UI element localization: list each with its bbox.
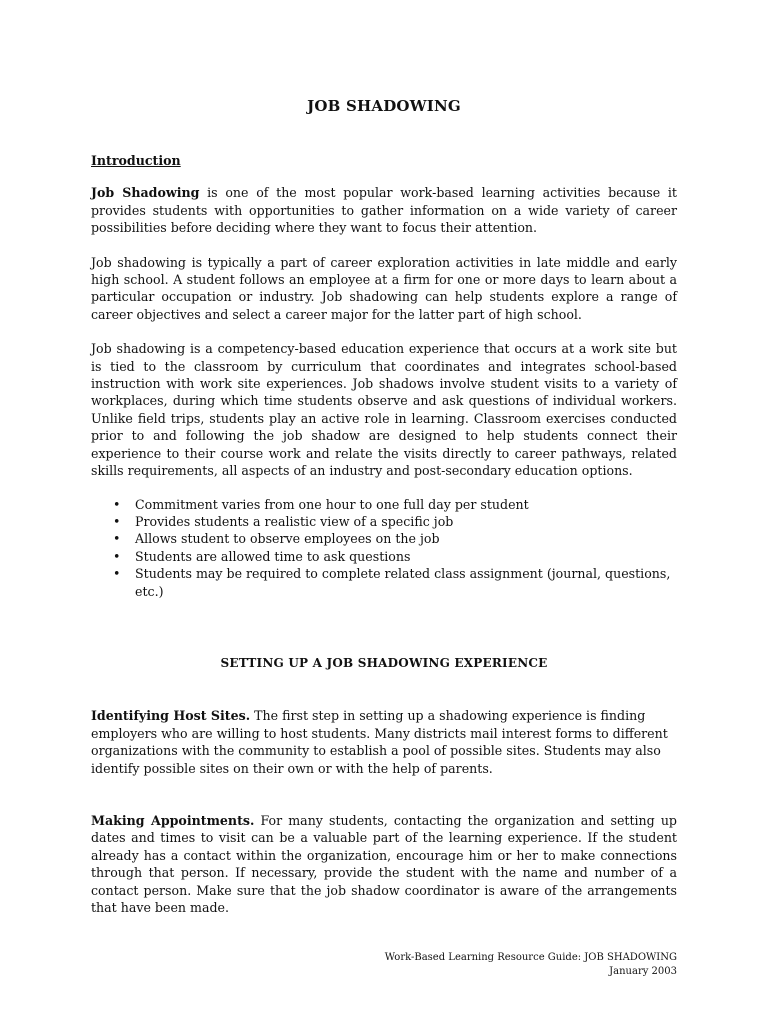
bullet-icon: • — [113, 496, 121, 512]
job-shadowing-lead: Job Shadowing — [91, 185, 200, 201]
appointments-lead: Making Appointments. — [91, 812, 255, 828]
list-item-text: Students are allowed time to ask questions — [135, 548, 411, 564]
intro-paragraph-2: Job shadowing is typically a part of career exploration activities in late middle and early high school. A student follows an employee at a firm for one or more days to learn about a particular occupation or industry. Job shadowing can help students explore a range of career objectives and select a career major for the latter part of high school. — [91, 254, 677, 322]
list-item-text: Students may be required to complete related class assignment (journal, questions, etc.) — [135, 566, 671, 599]
bullet-icon: • — [113, 531, 121, 547]
intro-paragraph-1-text: is one of the most popular work-based learning activities because it provides students with opportunities to gather information on a wide variety of career possibilities before deciding where they want to focus their attention. — [91, 185, 677, 236]
list-item-text: Provides students a realistic view of a specific job — [135, 513, 454, 529]
appointments-paragraph — [91, 812, 677, 916]
footer-guide-title: Work-Based Learning Resource Guide: JOB SHADOWING — [384, 952, 677, 963]
section-heading: SETTING UP A JOB SHADOWING EXPERIENCE — [220, 655, 548, 670]
host-sites-paragraph — [91, 707, 677, 777]
footer-date: January 2003 — [609, 966, 677, 977]
page-footer — [385, 951, 677, 979]
bullet-icon: • — [113, 513, 121, 529]
intro-paragraph-1 — [91, 184, 677, 236]
introduction-heading: Introduction — [91, 153, 181, 168]
list-item — [91, 496, 677, 513]
list-item — [91, 548, 677, 565]
appointments-text: For many students, contacting the organization and setting up dates and times to visit can be a valuable part of the learning experience. If the student already has a contact within the organization, encourage him or her to make connections through that person. If necessary, provide the student with the name and number of a contact person. Make sure that the job shadow coordinator is aware of the arrangements that have been made. — [91, 812, 677, 915]
host-sites-text: The first step in setting up a shadowing experience is finding employers who are willing to host students. Many districts mail interest forms to different organizations with the community to establish a pool of possible sites. Students may also identify possible sites on their own or with the help of parents. — [91, 708, 668, 776]
page-title: JOB SHADOWING — [307, 97, 461, 115]
list-item — [91, 530, 677, 547]
list-item — [91, 565, 677, 600]
list-item — [91, 513, 677, 530]
bullet-icon: • — [113, 566, 121, 582]
intro-paragraph-3: Job shadowing is a competency-based education experience that occurs at a work site but is tied to the classroom by curriculum that coordinates and integrates school-based instruction with work site experiences. Job shadows involve student visits to a variety of workplaces, during which time students observe and ask questions of individual workers. Unlike field trips, students play an active role in learning. Classroom exercises conducted prior to and following the job shadow are designed to help students connect their experience to their course work and relate the visits directly to career pathways, related skills requirements, all aspects of an industry and post-secondary education options. — [91, 341, 677, 479]
list-item-text: Commitment varies from one hour to one full day per student — [135, 496, 529, 512]
benefits-list — [91, 496, 677, 600]
document-body — [91, 96, 677, 933]
bullet-icon: • — [113, 548, 121, 564]
list-item-text: Allows student to observe employees on the job — [135, 531, 440, 547]
host-sites-lead: Identifying Host Sites. — [91, 708, 251, 724]
